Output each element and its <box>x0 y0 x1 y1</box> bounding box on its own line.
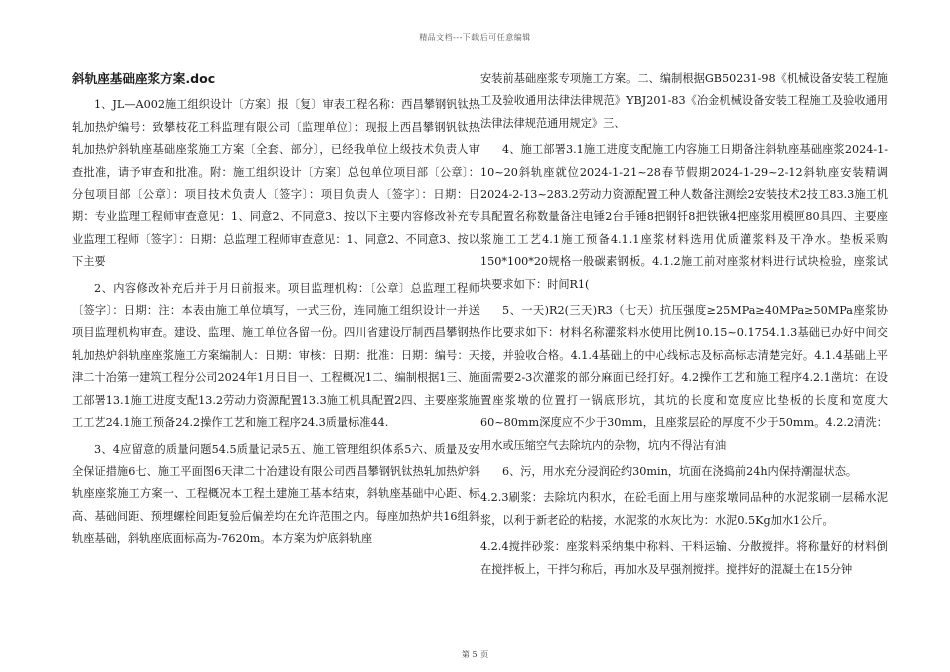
paragraph-3-continued: 安装前基础座浆专项施工方案。二、编制根据GB50231-98《机械设备安装工程施工及验收通用法律法律规范》YBJ201-83《冶金机械设备安装工程施工及验收通用法律法律规范通用规定》三、 <box>480 72 888 130</box>
left-column <box>72 68 480 555</box>
page-number: 第 5 页 <box>461 650 489 659</box>
paragraph-1: 1、JL—A002施工组织设计〔方案〕报〔复〕审表工程名称：西昌攀钢钒钛热轧加热炉编号：致攀枝花工科监理有限公司〔监理单位〕：现报上西昌攀钢钒钛热轧加热炉斜轨座基础座浆施工方案〔全套、部分〕，已经我单位上级技术负责人审查批准，请予审查和批准。附：施工组织设计〔方案〕总包单位项目部〔公章〕：分包项目部〔公章〕：项目技术负责人〔签字〕：项目负责人〔签字〕：日期：日期：专业监理工程师审查意见：1、同意2、不同意3、按以下主要内容修改补充专业监理工程师〔签字〕：日期：总监理工程师审查意见：1、同意2、不同意3、按以下主要 <box>72 98 480 269</box>
paragraph-4: 4、施工部署3.1施工进度支配施工内容施工日期备注斜轨座基础座浆2024-1-10~20斜轨座就位2024-1-21~28春节假期2024-1-29~2-12斜轨座安装精调2024-2-13~283.2劳动力资源配置工种人数备注测绘2安装技术2技工83.3施工机具配置名称数量备注电锤2台手锤8把钢钎8把铁锹4把座浆用模匣80具四、主要座浆施工工艺4.1施工预备4.1.1座浆材料选用优质灌浆料及干净水。垫板采购150*100*20规格一般碳素钢板。4.1.2施工前对座浆材料进行试块检验，座浆试块要求如下：时间R1( <box>480 143 888 291</box>
paragraph-4-2-3: 4.2.3刷浆：去除坑内积水，在砼毛面上用与座浆墩同品种的水泥浆刷一层稀水泥浆，以利于新老砼的粘接，水泥浆的水灰比为：水泥0.5Kg加水1公斤。 <box>480 491 888 527</box>
paragraph-2: 2、内容修改补充后并于月日前报来。项目监理机构：〔公章〕总监理工程师〔签字〕：日期：注：本表由施工单位填写，一式三份，连同施工组织设计一并送项目监理机构审查。建设、监理、施工单位各留一份。四川省建设厅制西昌攀钢热轧加热炉斜轨座座浆施工方案编制人：日期：审核：日期：批准：日期：编号：天津二十冶第一建筑工程分公司2024年1月日目一、工程概况1二、编制根据1三、施工部署13.1施工进度支配13.2劳动力资源配置13.3施工机具配置2四、主要座浆施工工艺24.1施工预备24.2操作工艺和施工程序24.3质量标准44. <box>72 281 480 430</box>
paragraph-5: 5、一天)R2(三天)R3（七天）抗压强度≥25MPa≥40MPa≥50MPa座浆协作比要求如下：材料名称灌浆料水使用比例10.15~0.1754.1.3基础已办好中间交接，并验收合格。4.1.4基础上的中心线标志及标高标志清楚完好。4.1.4基础上平面需要2-3次灌浆的部分麻面已经打好。4.2操作工艺和施工程序4.2.1凿坑：在设置座浆墩的位置打一锅底形坑，其坑的长度和宽度应比垫板的长度和宽度大60~80mm深度应不少于30mm，且座浆层砼的厚度不少于50mm。4.2.2清洗：用水或压缩空气去除坑内的杂物，坑内不得沾有油 <box>480 304 888 452</box>
right-column <box>480 68 888 585</box>
page-header: 精品文档---下载后可任意编辑 <box>419 33 531 42</box>
paragraph-4-2-4: 4.2.4搅拌砂浆：座浆料采纳集中称料、干料运输、分散搅拌。将称量好的材料倒在搅拌板上，干拌匀称后，再加水及早强剂搅拌。搅拌好的混凝土在15分钟 <box>480 540 888 576</box>
document-title: 斜轨座基础座浆方案.doc <box>72 71 216 86</box>
paragraph-6: 6、污，用水充分浸润砼约30min，坑面在浇捣前24h内保持潮湿状态。 <box>502 464 858 478</box>
paragraph-3: 3、4应留意的质量问题54.5质量记录5五、施工管理组织体系5六、质量及安全保证措施6七、施工平面图6天津二十冶建设有限公司西昌攀钢钒钛热轧加热炉斜轨座座浆施工方案一、工程概况本工程土建施工基本结束，斜轨座基础中心距、标高、基础间距、预埋螺栓间距复验后偏差均在允许范围之内。每座加热炉共16组斜轨座基础，斜轨座底面标高为-7620m。本方案为炉底斜轨座 <box>72 442 480 546</box>
